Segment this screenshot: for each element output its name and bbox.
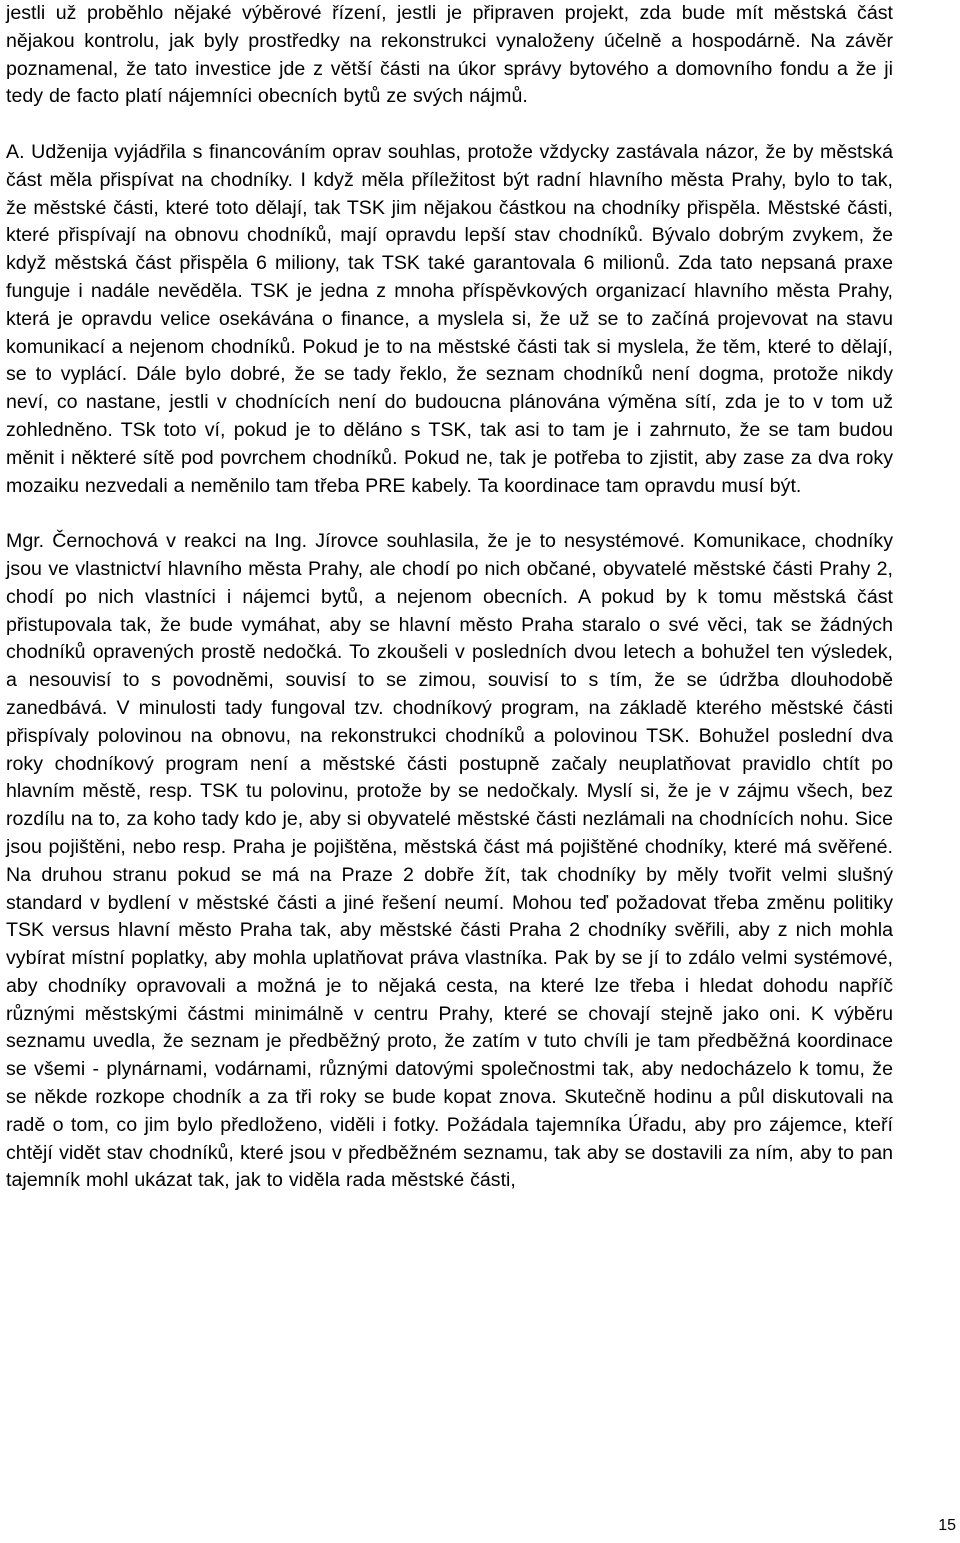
- paragraph-3: Mgr. Černochová v reakci na Ing. Jírovce souhlasila, že je to nesystémové. Komunikace, chodníky jsou ve vlastnictví hlavního města Prahy, ale chodí po nich občané, obyvatelé městské části Prahy 2, chodí po nich vlastníci i nájemci bytů, a nejenom obecních. A pokud by k tomu městská část přistupovala tak, že bude vymáhat, aby se hlavní město Praha staralo o své věci, tak se žádných chodníků opravených prostě nedočká. To zkoušeli v posledních dvou letech a bohužel ten výsledek, a nesouvisí to s povodněmi, souvisí to se zimou, souvisí to s tím, že se údržba dlouhodobě zanedbává. V minulosti tady fungoval tzv. chodníkový program, na základě kterého městské části přispívaly polovinou na obnovu, na rekonstrukci chodníků a polovinou TSK. Bohužel poslední dva roky chodníkový program není a městské části postupně začaly neuplatňovat pravidlo chtít po hlavním městě, resp. TSK tu polovinu, protože by se nedočkaly. Myslí si, že je v zájmu všech, bez rozdílu na to, za koho tady kdo je, aby si obyvatelé městské části nezlámali na chodnících nohu. Sice jsou pojištěni, nebo resp. Praha je pojištěna, městská část má pojištěné chodníky, které má svěřené. Na druhou stranu pokud se má na Praze 2 dobře žít, tak chodníky by měly tvořit velmi slušný standard v bydlení v městské části a jiné řešení neumí. Mohou teď požadovat třeba změnu politiky TSK versus hlavní město Praha tak, aby městské části Praha 2 chodníky svěřili, aby z nich mohla vybírat místní poplatky, aby mohla uplatňovat práva vlastníka. Pak by se jí to zdálo velmi systémové, aby chodníky opravovali a možná je to nějaká cesta, na které lze třeba i hledat dohodu napříč různými městskými částmi minimálně v centru Prahy, které se chovají stejně jako oni. K výběru seznamu uvedla, že seznam je předběžný proto, že zatím v tuto chvíli je tam předběžná koordinace se všemi - plynárnami, vodárnami, různými datovými společnostmi tak, aby nedocházelo k tomu, že se někde rozkope chodník a za tři roky se bude kopat znova. Skutečně hodinu a půl diskutovali na radě o tom, co jim bylo předloženo, viděli i fotky. Požádala tajemníka Úřadu, aby pro zájemce, kteří chtějí vidět stav chodníků, které jsou v předběžném seznamu, tak aby se dostavili za ním, aby to pan tajemník mohl ukázat tak, jak to viděla rada městské části,: [6, 530, 893, 1192]
- document-body: [6, 0, 893, 1195]
- page-number: 15: [938, 1517, 956, 1534]
- paragraph-2: A. Udženija vyjádřila s financováním oprav souhlas, protože vždycky zastávala názor, že by městská část měla přispívat na chodníky. I když měla příležitost být radní hlavního města Prahy, bylo to tak, že městské části, které toto dělají, tak TSK jim nějakou částkou na chodníky přispěla. Městské části, které přispívají na obnovu chodníků, mají opravdu lepší stav chodníků. Bývalo dobrým zvykem, že když městská část přispěla 6 miliony, tak TSK také garantovala 6 milionů. Zda tato nepsaná praxe funguje i nadále nevěděla. TSK je jedna z mnoha příspěvkových organizací hlavního města Prahy, která je opravdu velice osekávána o finance, a myslela si, že už se to začíná projevovat na stavu komunikací a nejenom chodníků. Pokud je to na městské části tak si myslela, že těm, které to dělají, se to vyplácí. Dále bylo dobré, že se tady řeklo, že seznam chodníků není dogma, protože nikdy neví, co nastane, jestli v chodnících není do budoucna plánována výměna sítí, zda je to v tom už zohledněno. TSk toto ví, pokud je to děláno s TSK, tak asi to tam je i zahrnuto, že se tam budou měnit i některé sítě pod povrchem chodníků. Pokud ne, tak je potřeba to zjistit, aby zase za dva roky mozaiku nezvedali a neměnilo tam třeba PRE kabely. Ta koordinace tam opravdu musí být.: [6, 140, 893, 497]
- paragraph-1: jestli už proběhlo nějaké výběrové řízení, jestli je připraven projekt, zda bude mít městská část nějakou kontrolu, jak byly prostředky na rekonstrukci vynaloženy účelně a hospodárně. Na závěr poznamenal, že tato investice jde z větší části na úkor správy bytového a domovního fondu a že ji tedy de facto platí nájemníci obecních bytů ze svých nájmů.: [6, 2, 893, 108]
